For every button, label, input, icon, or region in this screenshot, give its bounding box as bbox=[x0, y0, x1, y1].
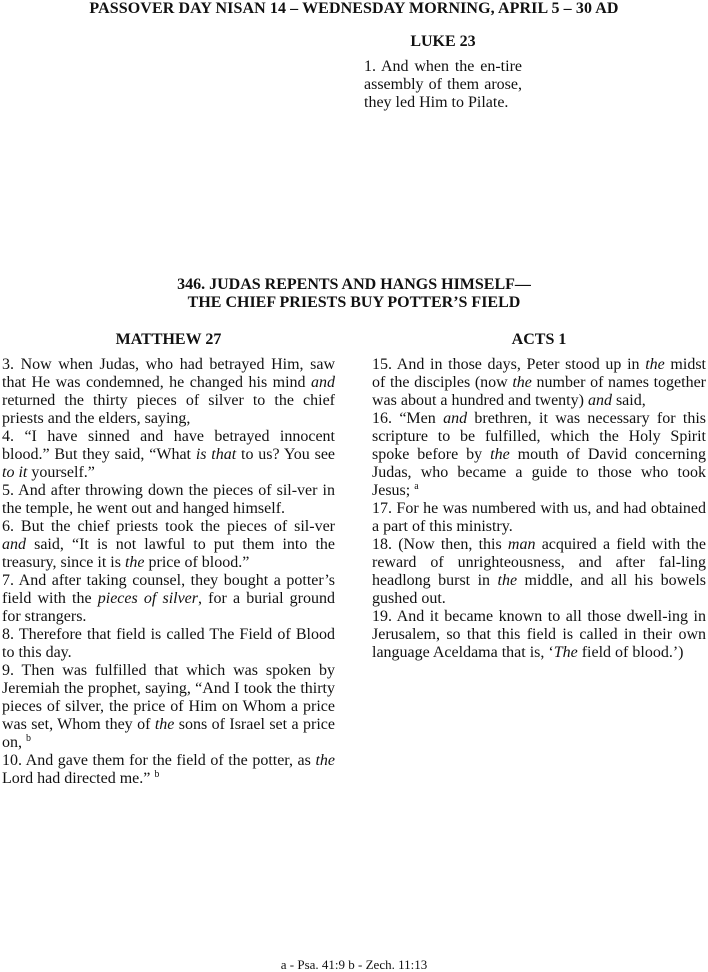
acts-verse-17: 17. For he was numbered with us, and had obtained a part of this ministry. bbox=[372, 500, 706, 535]
page-header: PASSOVER DAY NISAN 14 – WEDNESDAY MORNING, APRIL 5 – 30 AD bbox=[89, 0, 619, 17]
matthew-verse-7: 7. And after taking counsel, they bought a potter’s field with the pieces of silver, for a burial ground for strangers. bbox=[2, 572, 336, 625]
acts-verse-19: 19. And it became known to all those dwell-ing in Jerusalem, so that this field is called in their own language Aceldama that is, ‘The field of blood.’) bbox=[372, 608, 706, 661]
matthew-verse-4: 4. “I have sinned and have betrayed innocent blood.” But they said, “What is that to us? You see to it yourself.” bbox=[2, 428, 336, 481]
matthew-verse-6: 6. But the chief priests took the pieces of sil-ver and said, “It is not lawful to put them into the treasury, since it is the price of blood.” bbox=[2, 518, 335, 571]
section-title bbox=[0, 276, 708, 312]
matthew-verse-8: 8. Therefore that field is called The Field of Blood to this day. bbox=[2, 626, 335, 661]
matthew-verse-3: 3. Now when Judas, who had betrayed Him, saw that He was condemned, he changed his mind and returned the thirty pieces of silver to the chief priests and the elders, saying, bbox=[2, 356, 335, 427]
matthew-heading: MATTHEW 27 bbox=[115, 331, 222, 348]
acts-verse-15: 15. And in those days, Peter stood up in the midst of the disciples (now the number of names together was about a hundred and twenty) and said, bbox=[372, 356, 707, 409]
matthew-verse-9: 9. Then was fulfilled that which was spoken by Jeremiah the prophet, saying, “And I took the thirty pieces of silver, the price of Him on Whom a price was set, Whom they of the sons of Israel set a price on, $^b$ bbox=[2, 662, 335, 751]
matthew-verse-5: 5. And after throwing down the pieces of sil-ver in the temple, he went out and hanged himself. bbox=[2, 482, 335, 517]
footnote-marker-b: b bbox=[26, 733, 31, 744]
acts-heading: ACTS 1 bbox=[511, 331, 567, 348]
section-title-line-2: THE CHIEF PRIESTS BUY POTTER’S FIELD bbox=[187, 294, 521, 311]
luke-column bbox=[364, 32, 522, 112]
section-title-line-1: 346. JUDAS REPENTS AND HANGS HIMSELF— bbox=[177, 276, 531, 293]
matthew-column bbox=[2, 330, 335, 788]
matthew-verse-10: 10. And gave them for the field of the potter, as the Lord had directed me.” $^b$ bbox=[2, 752, 335, 787]
acts-verse-16: 16. “Men and brethren, it was necessary for this scripture to be fulfilled, which the Holy Spirit spoke before by the mouth of David concerning Judas, who became a guide to those who took Jesus; $^a$ bbox=[372, 410, 707, 499]
footnote-marker-a: a bbox=[414, 481, 419, 492]
luke-heading: LUKE 23 bbox=[410, 33, 476, 50]
footnote-marker-b: b bbox=[154, 769, 160, 780]
acts-column bbox=[372, 330, 706, 662]
footnotes: a - Psa. 41:9 b - Zech. 11:13 bbox=[280, 957, 428, 972]
acts-verse-18: 18. (Now then, this man acquired a field with the reward of unrighteousness, and after fal-ling headlong burst in the middle, and all his bowels gushed out. bbox=[372, 536, 707, 607]
luke-verse-1: 1. And when the en-tire assembly of them arose, they led Him to Pilate. bbox=[364, 58, 522, 111]
